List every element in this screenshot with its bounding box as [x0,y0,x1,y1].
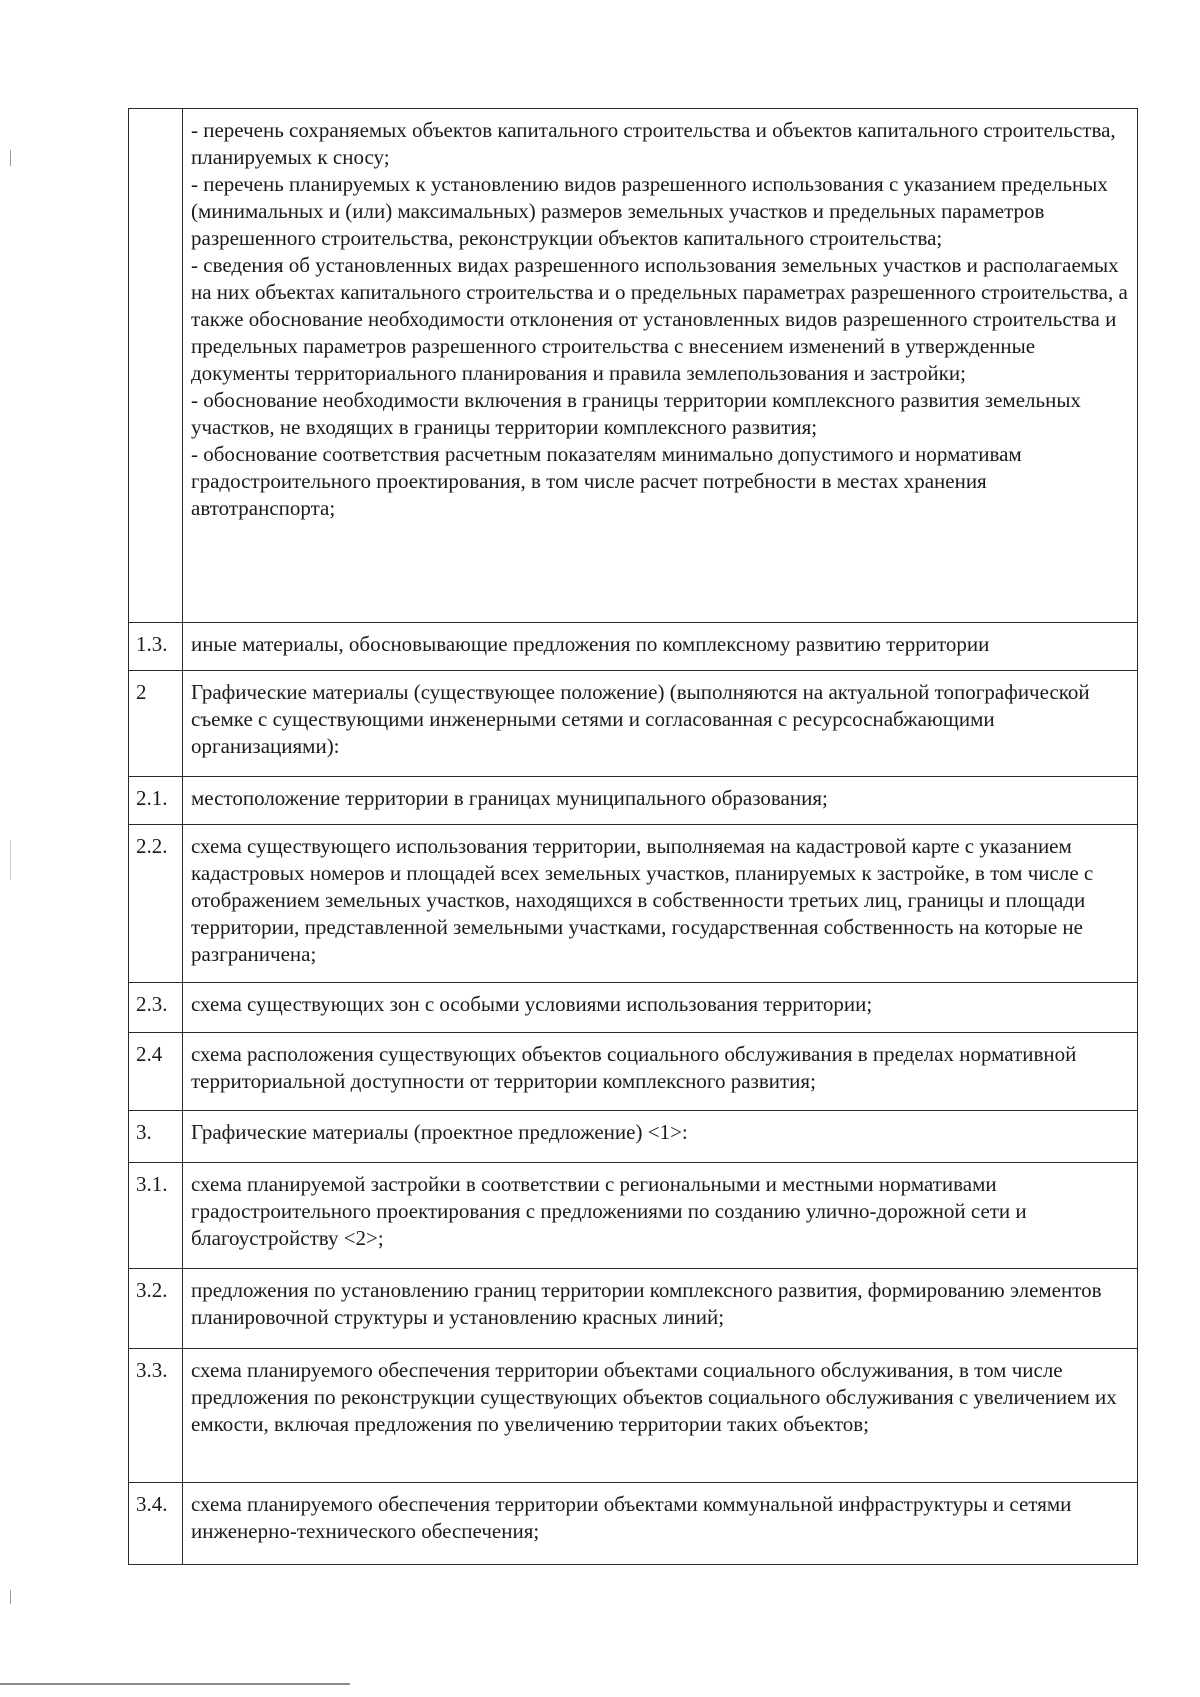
scan-bottom-line [0,1683,350,1685]
row-number: 2.1. [129,777,183,825]
row-text: схема планируемого обеспечения территории объектами коммунальной инфраструктуры и сетями инженерно-технического обеспечения; [183,1483,1138,1565]
table-row [129,109,1138,623]
row-text: иные материалы, обосновывающие предложения по комплексному развитию территории [183,623,1138,671]
row-number: 3.3. [129,1349,183,1483]
row-number: 3. [129,1111,183,1163]
row-text: схема планируемого обеспечения территории объектами социального обслуживания, в том числе предложения по реконструкции существующих объектов социального обслуживания с увеличением их емкости, включая предложения по увеличению территории таких объектов; [183,1349,1138,1483]
list-item: - перечень планируемых к установлению видов разрешенного использования с указанием предельных (минимальных и (или) максимальных) размеров земельных участков и предельных параметров разрешенного строительства, реконструкции объектов капитального строительства; [191,172,1108,250]
row-number: 3.4. [129,1483,183,1565]
row-text: схема существующих зон с особыми условиями использования территории; [183,983,1138,1033]
scan-edge-mark [10,1590,11,1604]
table-row [129,671,1138,777]
list-item: - перечень сохраняемых объектов капитального строительства и объектов капитального строительства, планируемых к сносу; [191,118,1116,169]
table-row [129,777,1138,825]
row-text: местоположение территории в границах муниципального образования; [183,777,1138,825]
row-text: предложения по установлению границ территории комплексного развития, формированию элементов планировочной структуры и установлению красных линий; [183,1269,1138,1349]
row-number: 1.3. [129,623,183,671]
table-row [129,1033,1138,1111]
list-item: - обоснование соответствия расчетным показателям минимально допустимого и нормативам градостроительного проектирования, в том числе расчет потребности в местах хранения автотранспорта; [191,442,1022,520]
row-number: 2 [129,671,183,777]
row-number: 2.2. [129,825,183,983]
row-number [129,109,183,623]
scan-edge-mark [10,150,11,166]
row-number: 3.1. [129,1163,183,1269]
row-number: 2.4 [129,1033,183,1111]
list-item: - обоснование необходимости включения в границы территории комплексного развития земельных участков, не входящих в границы территории комплексного развития; [191,388,1081,439]
scan-edge-mark [10,840,11,880]
table-row [129,825,1138,983]
table-row [129,1111,1138,1163]
table-row [129,1163,1138,1269]
row-text: схема существующего использования территории, выполняемая на кадастровой карте с указанием кадастровых номеров и площадей всех земельных участков, планируемых к застройке, в том числе с отображением земельных участков, находящихся в собственности третьих лиц, границы и площади территории, представленной земельными участками, государственная собственность на которые не разграничена; [183,825,1138,983]
table-row [129,1349,1138,1483]
list-item: - сведения об установленных видах разрешенного использования земельных участков и располагаемых на них объектах капитального строительства и о предельных параметрах разрешенного строительства, а также обоснование необходимости отклонения от установленных видов разрешенного строительства и предельных параметров разрешенного строительства с внесением изменений в утвержденные документы территориального планирования и правила землепользования и застройки; [191,253,1128,385]
row-text: Графические материалы (проектное предложение) <1>: [183,1111,1138,1163]
table-row [129,1269,1138,1349]
row-text [183,109,1138,623]
table-row [129,623,1138,671]
row-text: схема планируемой застройки в соответствии с региональными и местными нормативами градостроительного проектирования с предложениями по созданию улично-дорожной сети и благоустройству <2>; [183,1163,1138,1269]
row-number: 3.2. [129,1269,183,1349]
table-row [129,1483,1138,1565]
requirements-table [128,108,1138,1565]
table-row [129,983,1138,1033]
row-number: 2.3. [129,983,183,1033]
row-text: схема расположения существующих объектов социального обслуживания в пределах нормативной территориальной доступности от территории комплексного развития; [183,1033,1138,1111]
row-text: Графические материалы (существующее положение) (выполняются на актуальной топографической съемке с существующими инженерными сетями и согласованная с ресурсоснабжающими организациями): [183,671,1138,777]
